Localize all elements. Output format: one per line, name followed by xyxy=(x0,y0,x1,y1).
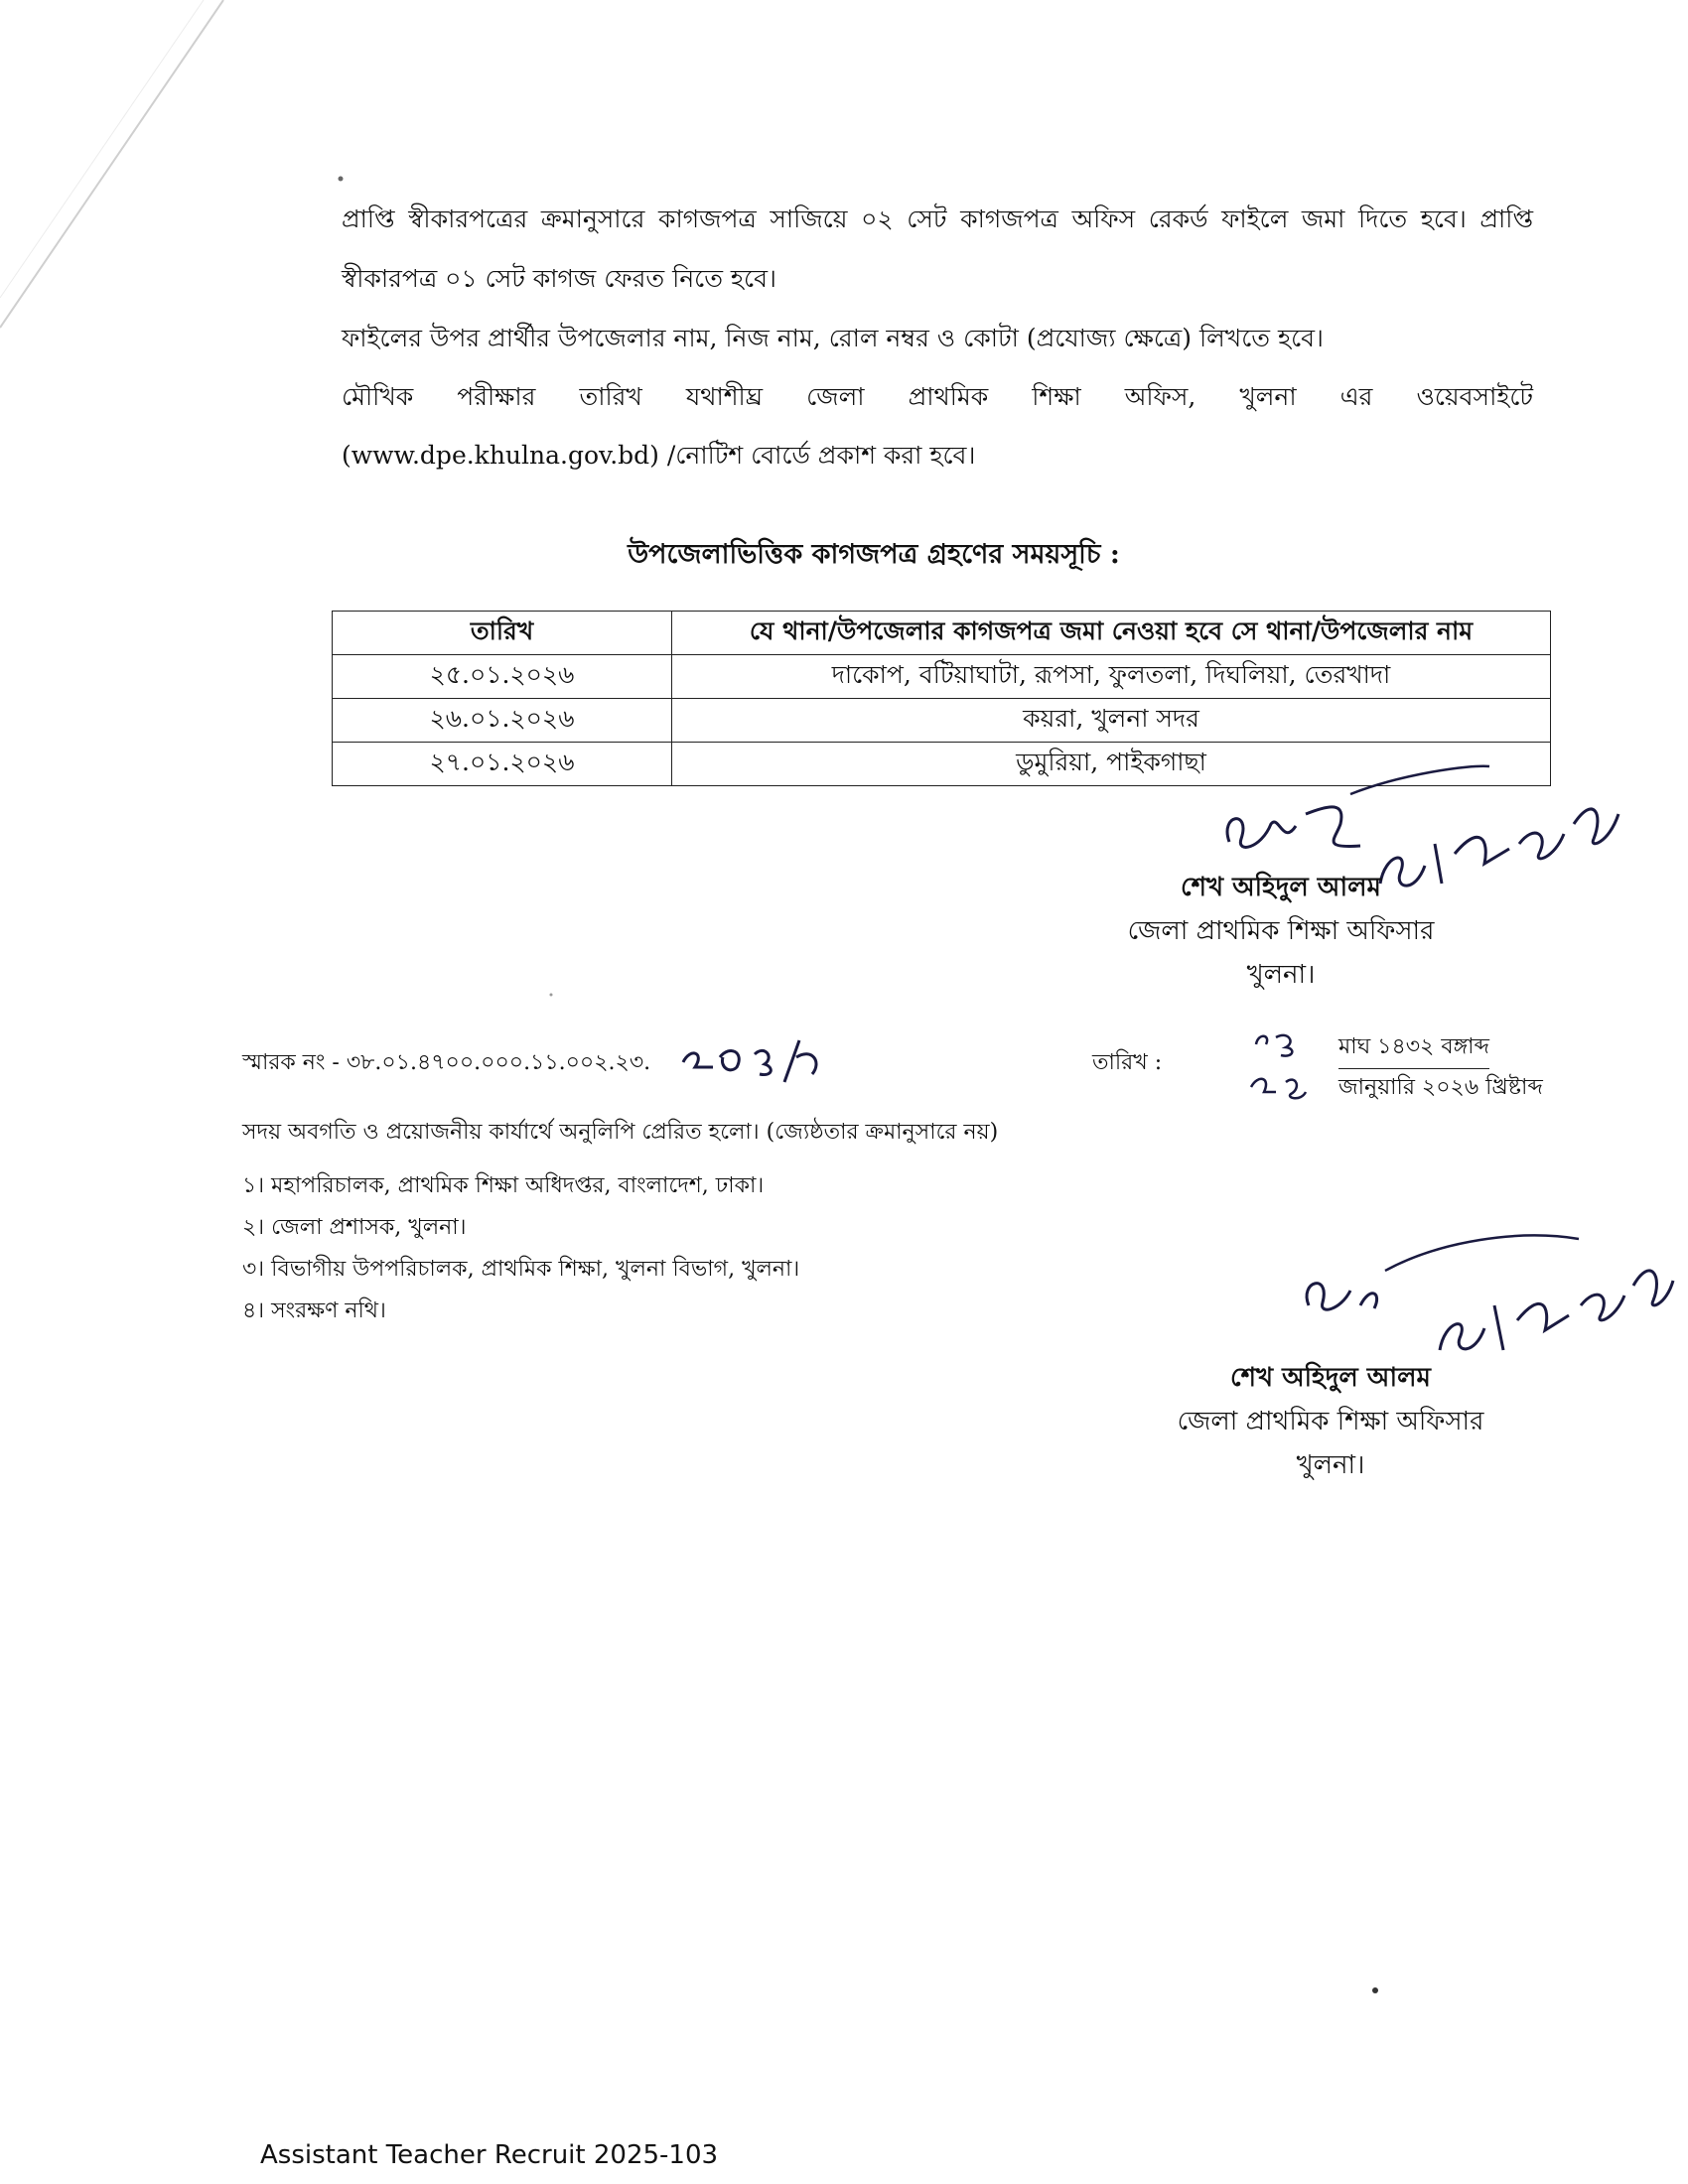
copy-item-2: ২। জেলা প্রশাসক, খুলনা। xyxy=(242,1215,467,1240)
body-line-5: (www.dpe.khulna.gov.bd) /নোটিশ বোর্ডে প্রকাশ করা হবে। xyxy=(342,441,976,470)
body-line-4: মৌখিক পরীক্ষার তারিখ যথাশীঘ্র জেলা প্রাথমিক শিক্ষা অফিস, খুলনা এর ওয়েবসাইটে xyxy=(342,382,1533,411)
row-upazila: ডুমুরিয়া, পাইকগাছা xyxy=(672,743,1551,786)
memo-reference-label: স্মারক নং - ৩৮.০১.৪৭০০.০০০.১১.০০২.২৩. xyxy=(242,1050,651,1075)
row-upazila: দাকোপ, বটিয়াঘাটা, রূপসা, ফুলতলা, দিঘলিয়া, তেরখাদা xyxy=(672,655,1551,699)
col-header-date: তারিখ xyxy=(333,612,672,655)
memo-english-date: জানুয়ারি ২০২৬ খ্রিষ্টাব্দ xyxy=(1338,1075,1543,1100)
body-line-3: ফাইলের উপর প্রার্থীর উপজেলার নাম, নিজ নাম, রোল নম্বর ও কোটা (প্রযোজ্য ক্ষেত্রে) লিখতে হবে। xyxy=(342,324,1324,352)
handwritten-signature-2 xyxy=(1291,1211,1678,1370)
signatory-designation: জেলা প্রাথমিক শিক্ষা অফিসার xyxy=(1177,1407,1484,1436)
copy-item-3: ৩। বিভাগীয় উপপরিচালক, প্রাথমিক শিক্ষা, খুলনা বিভাগ, খুলনা। xyxy=(242,1257,800,1282)
signature-block-2 xyxy=(1142,1356,1519,1487)
table-row xyxy=(333,699,1551,743)
copy-item-1: ১। মহাপরিচালক, প্রাথমিক শিক্ষা অধিদপ্তর, বাংলাদেশ, ঢাকা। xyxy=(242,1173,765,1198)
row-date: ২৭.০১.২০২৬ xyxy=(333,743,672,786)
signature-block-1 xyxy=(1092,866,1470,997)
signatory-designation: জেলা প্রাথমিক শিক্ষা অফিসার xyxy=(1127,916,1435,946)
memo-date-label: তারিখ : xyxy=(1092,1050,1163,1075)
copies-intro: সদয় অবগতি ও প্রয়োজনীয় কার্যার্থে অনুলিপি প্রেরিত হলো। (জ্যেষ্ঠতার ক্রমানুসারে নয়) xyxy=(242,1120,999,1145)
table-row xyxy=(333,655,1551,699)
handwritten-memo-number xyxy=(675,1032,824,1087)
schedule-header-row xyxy=(333,612,1551,655)
schedule-heading: উপজেলাভিত্তিক কাগজপত্র গ্রহণের সময়সূচি : xyxy=(628,539,1120,570)
row-upazila: কয়রা, খুলনা সদর xyxy=(672,699,1551,743)
signatory-name: শেখ অহিদুল আলম xyxy=(1181,873,1381,902)
handwritten-date-digits xyxy=(1246,1023,1326,1112)
footer-text: Assistant Teacher Recruit 2025-103 xyxy=(260,2140,719,2170)
row-date: ২৫.০১.২০২৬ xyxy=(333,655,672,699)
signatory-place: খুলনা। xyxy=(1296,1450,1365,1480)
copy-item-4: ৪। সংরক্ষণ নথি। xyxy=(242,1298,386,1323)
signatory-place: খুলনা। xyxy=(1246,960,1316,990)
memo-bangla-date: মাঘ ১৪৩২ বঙ্গাব্দ xyxy=(1338,1029,1489,1069)
signatory-name: শেখ অহিদুল আলম xyxy=(1230,1363,1431,1393)
body-line-2: স্বীকারপত্র ০১ সেট কাগজ ফেরত নিতে হবে। xyxy=(342,264,776,293)
col-header-upazila: যে থানা/উপজেলার কাগজপত্র জমা নেওয়া হবে সে থানা/উপজেলার নাম xyxy=(672,612,1551,655)
body-line-1: প্রাপ্তি স্বীকারপত্রের ক্রমানুসারে কাগজপত্র সাজিয়ে ০২ সেট কাগজপত্র অফিস রেকর্ড ফাইলে জমা দিতে হবে। প্রাপ্তি xyxy=(342,205,1533,233)
row-date: ২৬.০১.২০২৬ xyxy=(333,699,672,743)
